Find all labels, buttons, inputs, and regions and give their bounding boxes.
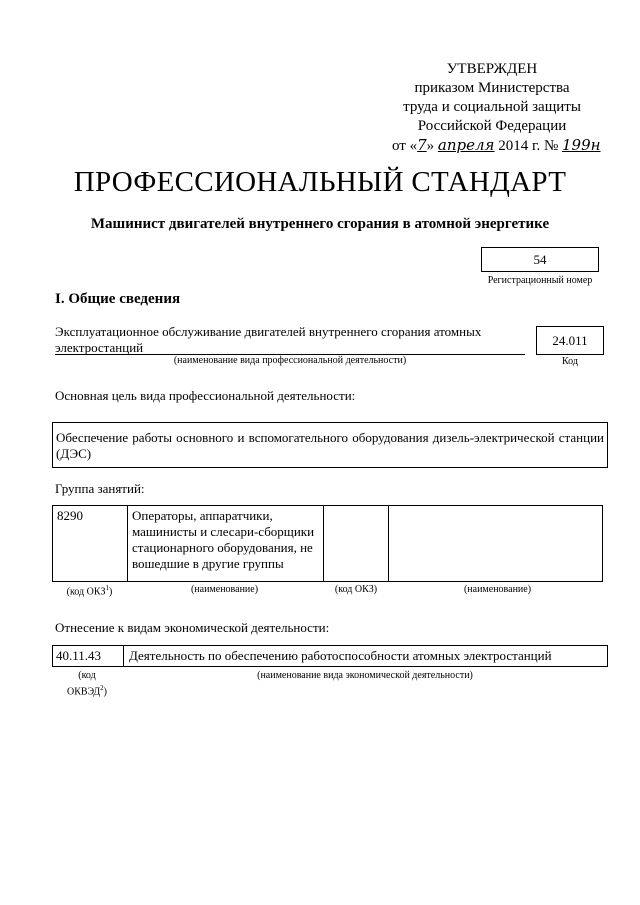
occupation-name-caption-2: (наименование) [463,584,532,595]
activity-code-box: 24.011 [536,326,604,355]
occupation-name-cell: Операторы, аппаратчики, машинисты и слесари-сборщики стационарного оборудования, не вошедшие в другие группы [128,506,324,582]
document-subtitle: Машинист двигателей внутреннего сгорания в атомной энергетике [90,216,550,232]
section-heading: I. Общие сведения [55,291,181,307]
okz-caption-2: (код ОКЗ) [334,584,378,595]
approval-line-4: Российской Федерации [417,118,567,134]
activity-caption: (наименование вида профессиональной деятельности) [173,355,407,366]
okz-code-cell: 8290 [53,506,128,582]
okved-code-caption: (код ОКВЭД$^2$) [67,670,107,698]
approval-line-3: труда и социальной защиты [403,99,581,115]
date-day: 7 [417,136,427,154]
okved-code: 40.11.43 [56,648,102,663]
okz-code-cell-2 [324,506,389,582]
document-title: ПРОФЕССИОНАЛЬНЫЙ СТАНДАРТ [73,166,567,198]
order-number: 199н [562,136,601,154]
okved-name-caption: (наименование вида экономической деятельности) [257,670,473,681]
okved-divider [123,646,124,666]
date-prefix: от « [392,138,418,154]
okved-name: Деятельность по обеспечению работоспособности атомных электростанций [129,648,552,663]
occupation-name-caption: (наименование) [190,584,259,595]
approval-line-2: приказом Министерства [414,80,570,96]
registration-number-box: 54 [481,247,599,272]
occupation-row [53,506,603,582]
okved-row [52,645,608,667]
goal-box: Обеспечение работы основного и вспомогательного оборудования дизель-электрической станции (ДЭС) [52,422,608,468]
goal-heading: Основная цель вида профессиональной деятельности: [55,388,356,403]
activity-code-label: Код [562,356,578,367]
approval-block [392,60,601,156]
registration-number-label: Регистрационный номер [487,275,593,286]
date-mid: » [426,138,438,154]
date-month: апреля [437,136,495,154]
group-heading: Группа занятий: [55,481,145,496]
okz-caption: (код ОКЗ$^1$) [66,584,113,598]
approval-date-line [392,136,601,156]
economic-heading: Отнесение к видам экономической деятельности: [55,620,330,635]
occupation-name-cell-2 [389,506,603,582]
approval-line-1: УТВЕРЖДЕН [446,61,538,77]
activity-name: Эксплуатационное обслуживание двигателей внутреннего сгорания атомных электростанций [55,324,482,355]
occupation-table [52,505,603,582]
date-year: 2014 г. № [494,138,563,154]
